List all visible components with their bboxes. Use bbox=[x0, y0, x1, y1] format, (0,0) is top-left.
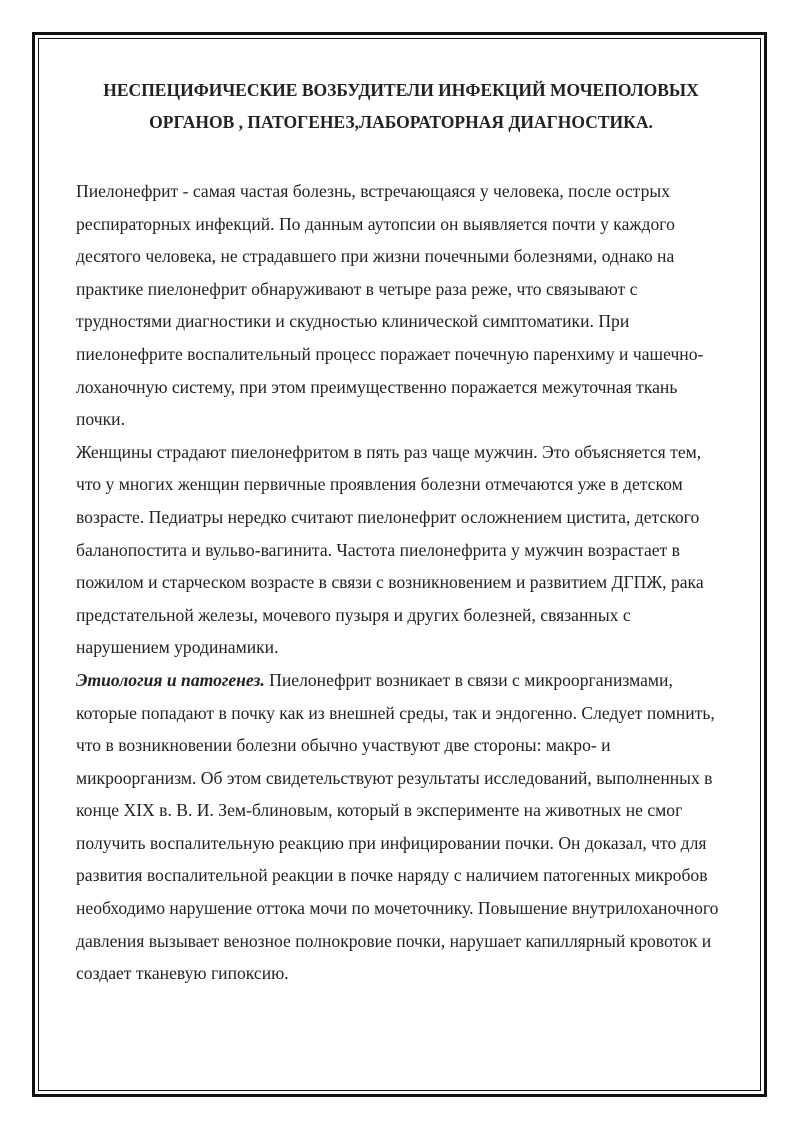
paragraph-prevalence: Женщины страдают пиелонефритом в пять раз чаще мужчин. Это объясняется тем, что у многих женщин первичные проявления болезни отмечаются уже в детском возрасте. Педиатры нередко считают пиелонефрит осложнением цистита, детского баланопостита и вульво-вагинита. Частота пиелонефрита у мужчин возрастает в пожилом и старческом возрасте в связи с возникновением и развитием ДГПЖ, рака предстательной железы, мочевого пузыря и других болезней, связанных с нарушением уродинамики. bbox=[76, 441, 704, 658]
title-line-2: ОРГАНОВ , ПАТОГЕНЕЗ,ЛАБОРАТОРНАЯ ДИАГНОСТИКА. bbox=[149, 112, 653, 132]
document-content bbox=[76, 68, 726, 990]
document-body bbox=[76, 175, 726, 990]
document-title bbox=[76, 74, 726, 138]
paragraph-pyelonephritis-intro: Пиелонефрит - самая частая болезнь, встречающаяся у человека, после острых респираторных инфекций. По данным аутопсии он выявляется почти у каждого десятого человека, не страдавшего при жизни почечными болезнями, однако на практике пиелонефрит обнаруживают в четыре раза реже, что связывают с трудностями диагностики и скудностью клинической симптоматики. При пиелонефрите воспалительный процесс поражает почечную паренхиму и чашечно-лоханочную систему, при этом преимущественно поражается межуточная ткань почки. bbox=[76, 181, 704, 430]
title-line-1: НЕСПЕЦИФИЧЕСКИЕ ВОЗБУДИТЕЛИ ИНФЕКЦИЙ МОЧЕПОЛОВЫХ bbox=[103, 80, 699, 100]
paragraph-etiology-heading: Этиология и патогенез. bbox=[76, 669, 265, 690]
paragraph-etiology-text: Пиелонефрит возникает в связи с микроорганизмами, которые попадают в почку как из внешней среды, так и эндогенно. Следует помнить, что в возникновении болезни обычно участвуют две стороны: макро- и микроорганизм. Об этом свидетельствуют результаты исследований, выполненных в конце XIX в. В. И. Зем-блиновым, который в эксперименте на животных не смог получить воспалительную реакцию при инфицировании почки. Он доказал, что для развития воспалительной реакции в почке наряду с наличием патогенных микробов необходимо нарушение оттока мочи по мочеточнику. Повышение внутрилоханочного давления вызывает венозное полнокровие почки, нарушает капиллярный кровоток и создает тканевую гипоксию. bbox=[76, 669, 719, 984]
paragraph-etiology bbox=[76, 664, 726, 990]
